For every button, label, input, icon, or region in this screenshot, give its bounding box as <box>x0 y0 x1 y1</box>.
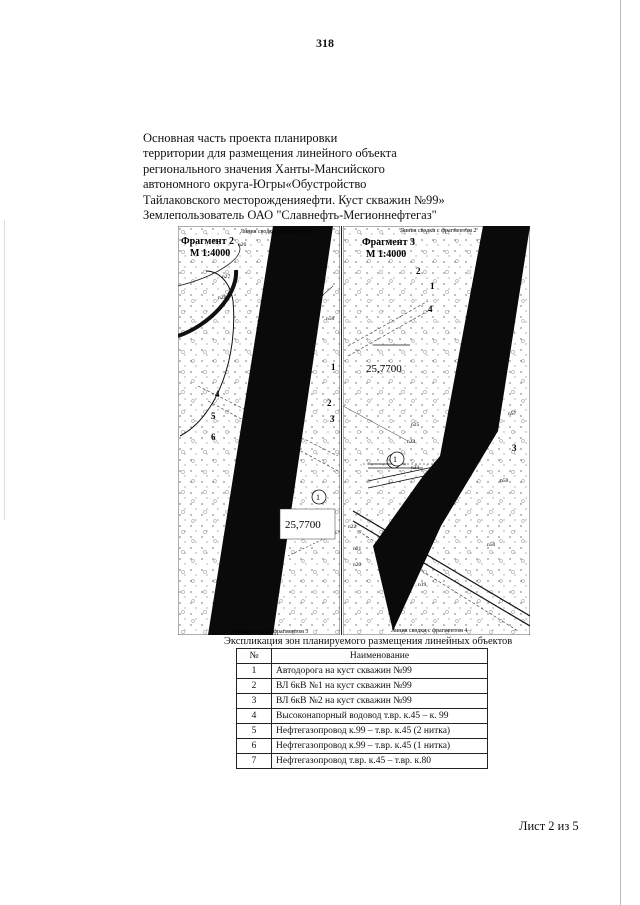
scan-artifact <box>4 220 5 520</box>
left-label-4: 4 <box>215 389 220 399</box>
left-label-6: 6 <box>211 432 216 442</box>
right-point-5: n25 <box>411 422 420 428</box>
left-point-2: n27 <box>222 274 231 280</box>
right-point-6: n50 <box>487 542 496 548</box>
left-area: 25,7700 <box>285 519 321 531</box>
header-line-5: Тайлаковского месторожденияефти. Куст скважин №99» <box>143 192 445 207</box>
right-point-10: n19 <box>418 582 427 588</box>
sheet-label: Лист 2 из 5 <box>519 819 579 833</box>
right-area: 25,7700 <box>366 363 402 375</box>
table-row <box>237 724 488 739</box>
row-name: Высоконапорный водовод т.вр. к.45 – к. 99 <box>272 709 488 724</box>
left-label-1: 1 <box>331 362 336 372</box>
row-number: 4 <box>237 709 272 724</box>
page-edge-line <box>620 0 621 905</box>
left-bottom-line: Линия сводки с фрагментом 3 <box>232 629 309 635</box>
left-fragment-scale: М 1:4000 <box>190 248 231 259</box>
table-row <box>237 739 488 754</box>
left-point-1: n26 <box>238 242 247 248</box>
header-line-4: автономного округа-Югры«Обустройство <box>143 177 367 192</box>
row-number: 3 <box>237 694 272 709</box>
table-row <box>237 679 488 694</box>
table-row <box>237 709 488 724</box>
right-fragment-title: Фрагмент 3 <box>362 237 415 248</box>
right-top-line: Линия сводки с фрагментом 2 <box>400 228 477 234</box>
right-label-4: 4 <box>428 304 433 314</box>
right-point-4: n24 <box>407 439 416 445</box>
row-name: Нефтегазопровод к.99 – т.вр. к.45 (2 нитка) <box>272 724 488 739</box>
row-number: 5 <box>237 724 272 739</box>
left-top-line: Линия сводки с фрагментом 1 <box>240 229 317 235</box>
right-label-1: 1 <box>430 281 435 291</box>
left-point-3: n28 <box>218 295 227 301</box>
left-label-3: 3 <box>330 414 335 424</box>
table-caption: Экспликация зон планируемого размещения линейных объектов <box>224 636 513 647</box>
col-header-number: № <box>237 649 272 664</box>
header-line-1: Основная часть проекта планировки <box>143 131 338 145</box>
table-row <box>237 664 488 679</box>
row-number: 1 <box>237 664 272 679</box>
planning-map <box>178 226 530 635</box>
table-header-row <box>237 649 488 664</box>
explication-table <box>236 648 488 769</box>
table-row <box>237 754 488 769</box>
page-number: 318 <box>316 36 334 50</box>
row-name: Нефтегазопровод т.вр. к.45 – т.вр. к.80 <box>272 754 488 769</box>
row-number: 6 <box>237 739 272 754</box>
row-number: 2 <box>237 679 272 694</box>
document-header <box>143 131 445 223</box>
right-point-9: n22 <box>348 524 357 530</box>
right-point-8: n21 <box>353 546 362 552</box>
col-header-name: Наименование <box>272 649 488 664</box>
table-row <box>237 694 488 709</box>
fragment-3-panel <box>343 226 530 635</box>
left-zone-marker: 1 <box>316 493 320 502</box>
row-number: 7 <box>237 754 272 769</box>
left-point-4: n56 <box>326 316 335 322</box>
header-line-6: Землепользователь ОАО "Славнефть-Мегионнефтегаз" <box>143 208 437 223</box>
right-label-2: 2 <box>416 266 421 276</box>
right-point-2: n58 <box>500 478 509 484</box>
header-line-2: территории для размещения линейного объекта <box>143 146 397 161</box>
right-zone-marker: 1 <box>393 455 397 464</box>
right-label-3: 3 <box>512 443 517 453</box>
row-name: Автодорога на куст скважин №99 <box>272 664 488 679</box>
right-bottom-line: Линия сводки с фрагментом 4 <box>391 628 468 634</box>
fragment-2-panel <box>178 226 340 635</box>
left-label-5: 5 <box>211 411 216 421</box>
right-point-3: n23 <box>411 465 420 471</box>
left-label-2: 2 <box>327 398 332 408</box>
row-name: ВЛ 6кВ №1 на куст скважин №99 <box>272 679 488 694</box>
right-point-1: n57 <box>508 411 517 417</box>
row-name: ВЛ 6кВ №2 на куст скважин №99 <box>272 694 488 709</box>
left-fragment-title: Фрагмент 2 <box>181 236 234 247</box>
right-point-7: n20 <box>353 562 362 568</box>
row-name: Нефтегазопровод к.99 – т.вр. к.45 (1 нитка) <box>272 739 488 754</box>
header-line-3: регионального значения Ханты-Мансийского <box>143 161 385 176</box>
right-fragment-scale: М 1:4000 <box>366 249 407 260</box>
